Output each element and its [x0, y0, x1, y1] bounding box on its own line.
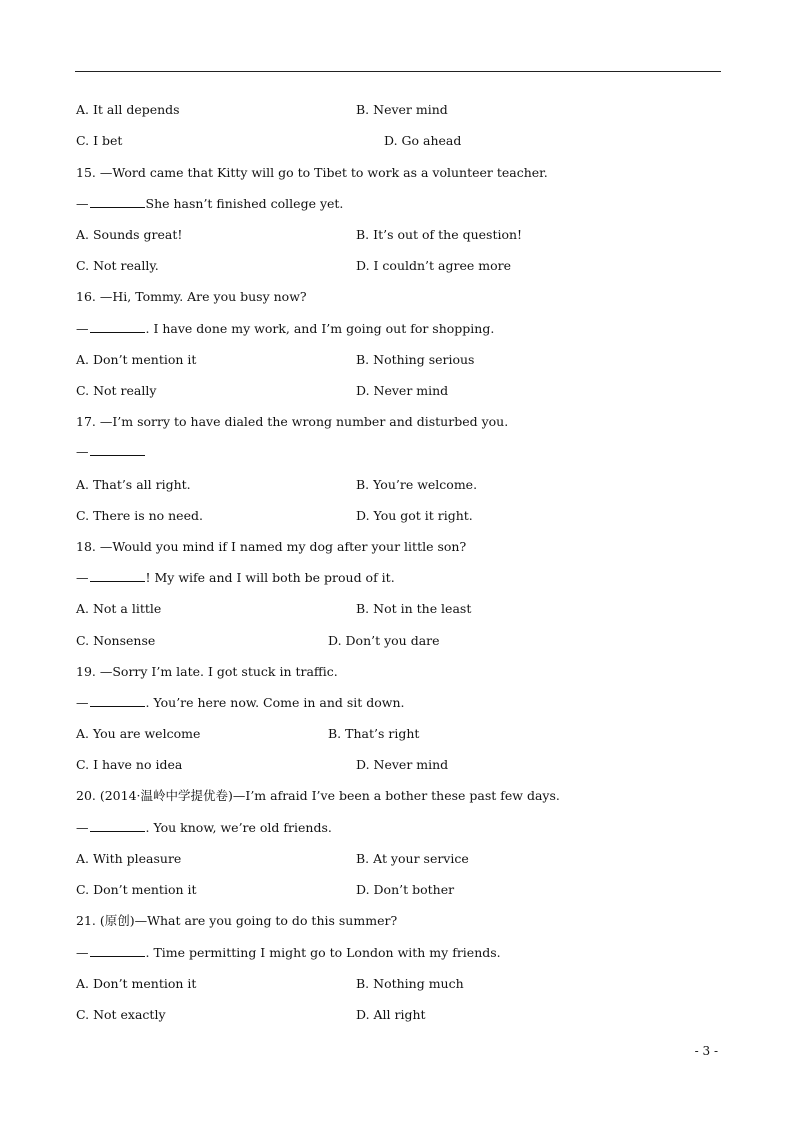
q15-prompt: 15. —Word came that Kitty will go to Tibet to work as a volunteer teacher.: [76, 165, 548, 180]
q18-option-d[interactable]: D. Don’t you dare: [328, 633, 440, 648]
q18-option-b[interactable]: B. Not in the least: [356, 601, 472, 616]
q17-reply-line: [76, 443, 146, 461]
q19-prompt: 19. —Sorry I’m late. I got stuck in traffic.: [76, 664, 338, 679]
dash: —: [76, 820, 89, 835]
q19-option-b[interactable]: B. That’s right: [328, 726, 420, 741]
q15-reply-line: [76, 195, 343, 213]
dash: —: [76, 321, 89, 336]
q14-option-b[interactable]: B. Never mind: [356, 102, 448, 117]
q21-option-d[interactable]: D. All right: [356, 1007, 426, 1022]
dash: —: [76, 695, 89, 710]
q15-option-d[interactable]: D. I couldn’t agree more: [356, 258, 511, 273]
q17-option-b[interactable]: B. You’re welcome.: [356, 477, 478, 492]
q19-option-c[interactable]: C. I have no idea: [76, 757, 183, 772]
q15-reply: She hasn’t finished college yet.: [145, 196, 344, 211]
dash: —: [76, 196, 89, 211]
q21-option-a[interactable]: A. Don’t mention it: [76, 976, 197, 991]
dash: —: [76, 570, 89, 585]
q16-reply: . I have done my work, and I’m going out for shopping.: [145, 321, 495, 336]
q21-option-b[interactable]: B. Nothing much: [356, 976, 464, 991]
answer-blank: [90, 320, 145, 333]
q19-option-d[interactable]: D. Never mind: [356, 757, 449, 772]
answer-blank: [90, 819, 145, 832]
q16-option-c[interactable]: C. Not really: [76, 383, 157, 398]
q20-option-d[interactable]: D. Don’t bother: [356, 882, 455, 897]
q17-prompt: 17. —I’m sorry to have dialed the wrong number and disturbed you.: [76, 414, 509, 429]
q18-option-a[interactable]: A. Not a little: [76, 601, 162, 616]
q21-reply: . Time permitting I might go to London with my friends.: [145, 945, 501, 960]
answer-blank: [90, 195, 145, 208]
q15-option-c[interactable]: C. Not really.: [76, 258, 159, 273]
q21-prompt: 21. (原创)—What are you going to do this summer?: [76, 913, 398, 928]
page-number: - 3 -: [694, 1044, 718, 1058]
answer-blank: [90, 443, 145, 456]
dash: —: [76, 444, 89, 459]
dash: —: [76, 945, 89, 960]
q17-option-a[interactable]: A. That’s all right.: [76, 477, 191, 492]
q16-option-d[interactable]: D. Never mind: [356, 383, 449, 398]
q15-option-a[interactable]: A. Sounds great!: [76, 227, 183, 242]
q20-option-a[interactable]: A. With pleasure: [76, 851, 182, 866]
q18-prompt: 18. —Would you mind if I named my dog after your little son?: [76, 539, 467, 554]
q19-reply-line: [76, 694, 405, 712]
q20-reply-line: [76, 819, 332, 837]
q16-option-a[interactable]: A. Don’t mention it: [76, 352, 197, 367]
q19-option-a[interactable]: A. You are welcome: [76, 726, 201, 741]
q14-option-d[interactable]: D. Go ahead: [384, 133, 462, 148]
q16-reply-line: [76, 320, 494, 338]
answer-blank: [90, 944, 145, 957]
q18-reply: ! My wife and I will both be proud of it.: [145, 570, 395, 585]
q17-option-c[interactable]: C. There is no need.: [76, 508, 203, 523]
q14-option-c[interactable]: C. I bet: [76, 133, 123, 148]
q18-reply-line: [76, 569, 395, 587]
q18-option-c[interactable]: C. Nonsense: [76, 633, 156, 648]
q20-option-c[interactable]: C. Don’t mention it: [76, 882, 197, 897]
q16-option-b[interactable]: B. Nothing serious: [356, 352, 475, 367]
answer-blank: [90, 569, 145, 582]
q21-reply-line: [76, 944, 501, 962]
q20-option-b[interactable]: B. At your service: [356, 851, 469, 866]
q17-option-d[interactable]: D. You got it right.: [356, 508, 473, 523]
q20-prompt: 20. (2014·温岭中学提优卷)—I’m afraid I’ve been a bother these past few days.: [76, 788, 560, 803]
q14-option-a[interactable]: A. It all depends: [76, 102, 180, 117]
answer-blank: [90, 694, 145, 707]
q19-reply: . You’re here now. Come in and sit down.: [145, 695, 405, 710]
q16-prompt: 16. —Hi, Tommy. Are you busy now?: [76, 289, 307, 304]
q20-reply: . You know, we’re old friends.: [145, 820, 332, 835]
header-rule: [75, 71, 721, 72]
q21-option-c[interactable]: C. Not exactly: [76, 1007, 166, 1022]
q15-option-b[interactable]: B. It’s out of the question!: [356, 227, 523, 242]
